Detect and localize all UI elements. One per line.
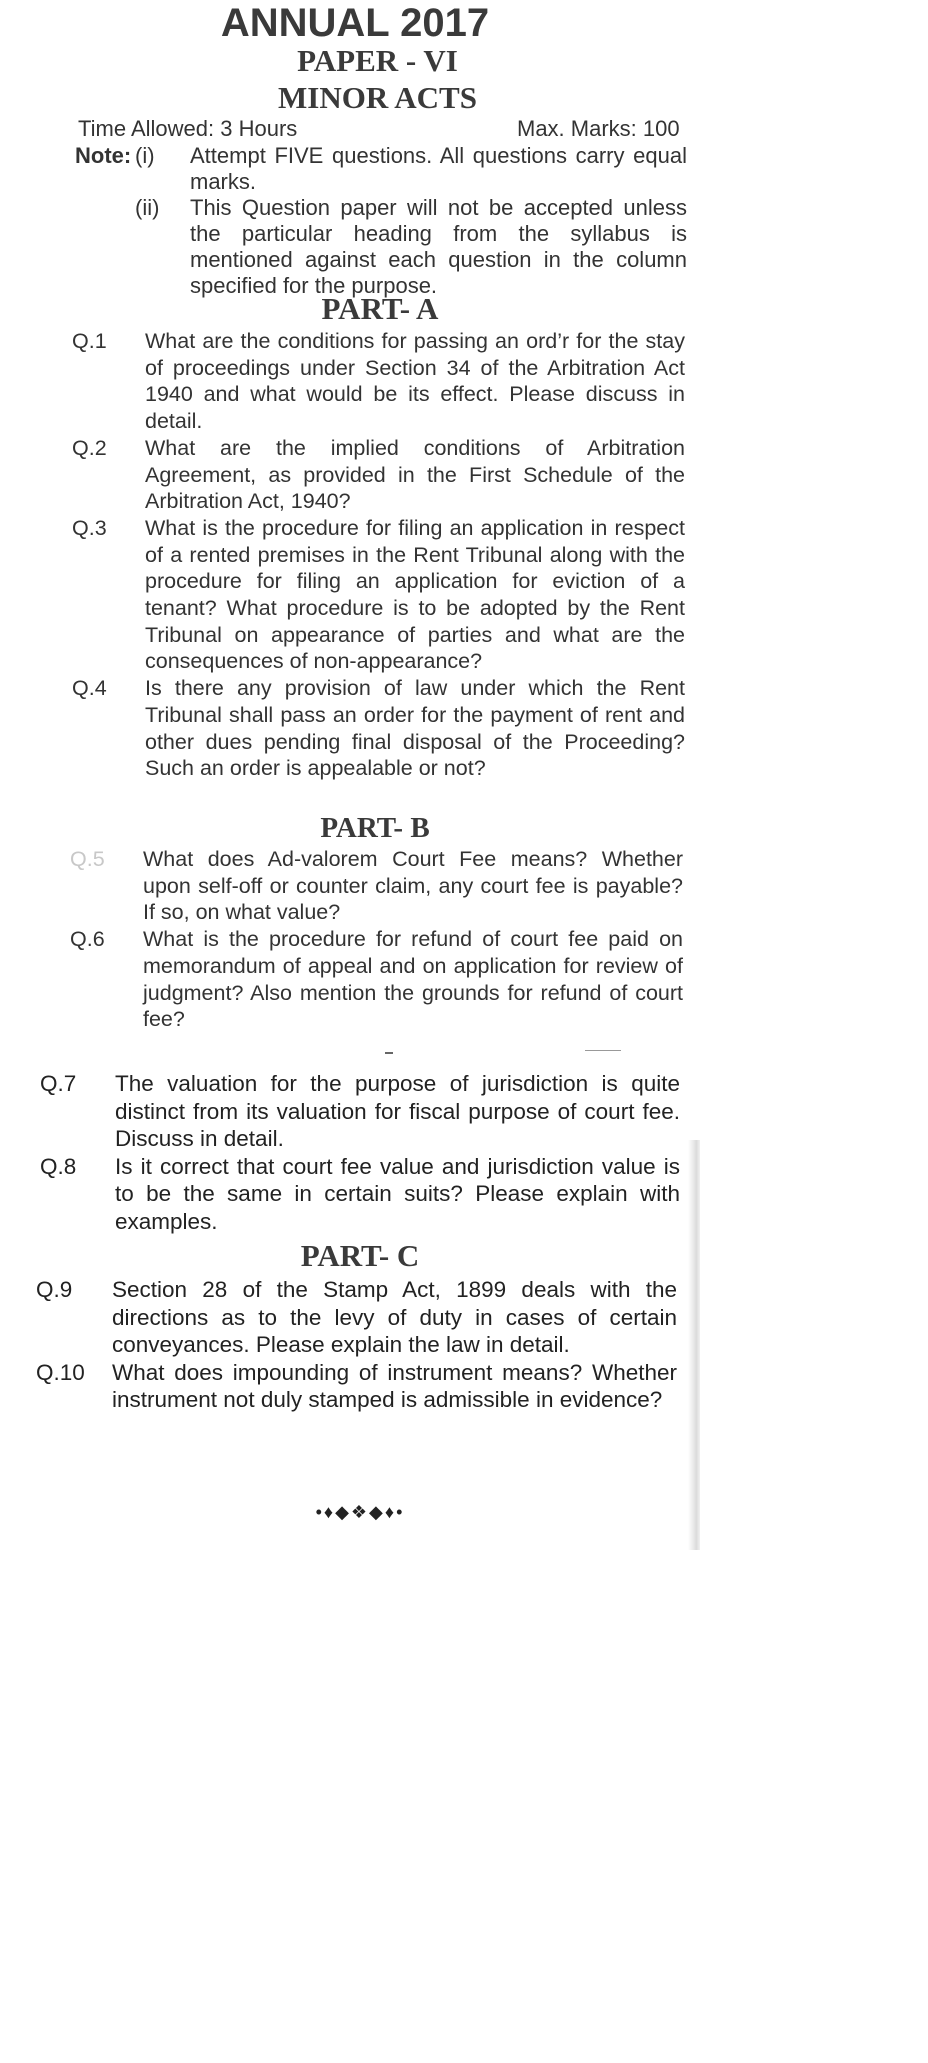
subject-title: MINOR ACTS <box>278 80 477 115</box>
question-number: Q.8 <box>40 1153 77 1179</box>
question-item <box>72 435 712 515</box>
question-text: Is it correct that court fee value and jurisdiction value is to be the same in certain suits? Please explain with examples. <box>115 1153 680 1234</box>
note-item-text: This Question paper will not be accepted unless the particular heading from the syllabus is mentioned against each question in the column specified for the purpose. <box>190 195 687 298</box>
question-item <box>70 846 710 926</box>
question-item <box>36 1359 696 1414</box>
question-text: What is the procedure for filing an application in respect of a rented premises in the Rent Tribunal along with the procedure for filing an application for eviction of a tenant? What procedure is to be adopted by the Rent Tribunal on appearance of parties and what are the consequences of non-appearance? <box>145 515 685 674</box>
part-a-questions <box>72 328 712 782</box>
question-text: Section 28 of the Stamp Act, 1899 deals with the directions as to the levy of duty in cases of certain conveyances. Please explain the law in detail. <box>112 1277 677 1357</box>
question-number: Q.2 <box>72 435 107 460</box>
question-number: Q.3 <box>72 515 107 540</box>
part-c-questions <box>36 1276 696 1414</box>
exam-title: ANNUAL 2017 <box>220 1 490 45</box>
max-marks: Max. Marks: 100 <box>517 116 680 141</box>
note-label: Note: <box>75 143 132 168</box>
question-text: The valuation for the purpose of jurisdiction is quite distinct from its valuation for fiscal purpose of court fee. Discuss in detail. <box>115 1071 680 1151</box>
question-item <box>70 926 710 1033</box>
part-b-heading: PART- B <box>320 812 430 844</box>
question-number: Q.4 <box>72 676 107 701</box>
question-item <box>72 675 712 782</box>
part-b-questions <box>70 846 710 1033</box>
part-c-heading: PART- C <box>300 1238 420 1273</box>
question-number: Q.7 <box>40 1071 77 1096</box>
scan-edge-shadow <box>688 1140 700 1550</box>
question-text: What are the implied conditions of Arbitration Agreement, as provided in the First Schedule of the Arbitration Act, 1940? <box>145 435 685 514</box>
note-item-number: (ii) <box>135 195 160 220</box>
question-text: What are the conditions for passing an ord’r for the stay of proceedings under Section 34 of the Arbitration Act 1940 and what would be its effect. Please discuss in detail. <box>145 329 685 434</box>
end-ornament: •♦◆❖◆♦• <box>315 1502 405 1522</box>
scan-mark <box>585 1050 621 1051</box>
question-item <box>72 328 712 435</box>
question-number: Q.6 <box>70 927 105 952</box>
question-item <box>40 1070 700 1153</box>
question-text: What is the procedure for refund of court fee paid on memorandum of appeal and on application for review of judgment? Also mention the grounds for refund of court fee? <box>143 927 683 1032</box>
question-text: What does Ad-valorem Court Fee means? Whether upon self-off or counter claim, any court fee is payable? If so, on what value? <box>143 847 683 925</box>
scan-mark <box>385 1052 393 1054</box>
question-text: Is there any provision of law under which the Rent Tribunal shall pass an order for the payment of rent and other dues pending final disposal of the Proceeding? Such an order is appealable or not? <box>145 676 685 781</box>
note-item-number: (i) <box>135 143 155 168</box>
part-b-questions-continued <box>40 1070 700 1235</box>
paper-number: PAPER - VI <box>297 43 458 78</box>
time-allowed: Time Allowed: 3 Hours <box>78 116 298 141</box>
question-text: What does impounding of instrument means? Whether instrument not duly stamped is admissible in evidence? <box>112 1359 677 1412</box>
note-row-1 <box>75 143 695 195</box>
question-number: Q.1 <box>72 329 107 353</box>
note-item-text: Attempt FIVE questions. All questions carry equal marks. <box>190 143 687 194</box>
question-item <box>36 1276 696 1359</box>
question-number: Q.10 <box>36 1359 85 1385</box>
question-number: Q.9 <box>36 1277 73 1302</box>
question-item <box>72 515 712 675</box>
question-item <box>40 1153 700 1236</box>
question-number: Q.5 <box>70 847 105 871</box>
note-row-2 <box>75 195 695 299</box>
part-a-heading: PART- A <box>321 291 439 326</box>
instructions-note <box>75 143 695 299</box>
